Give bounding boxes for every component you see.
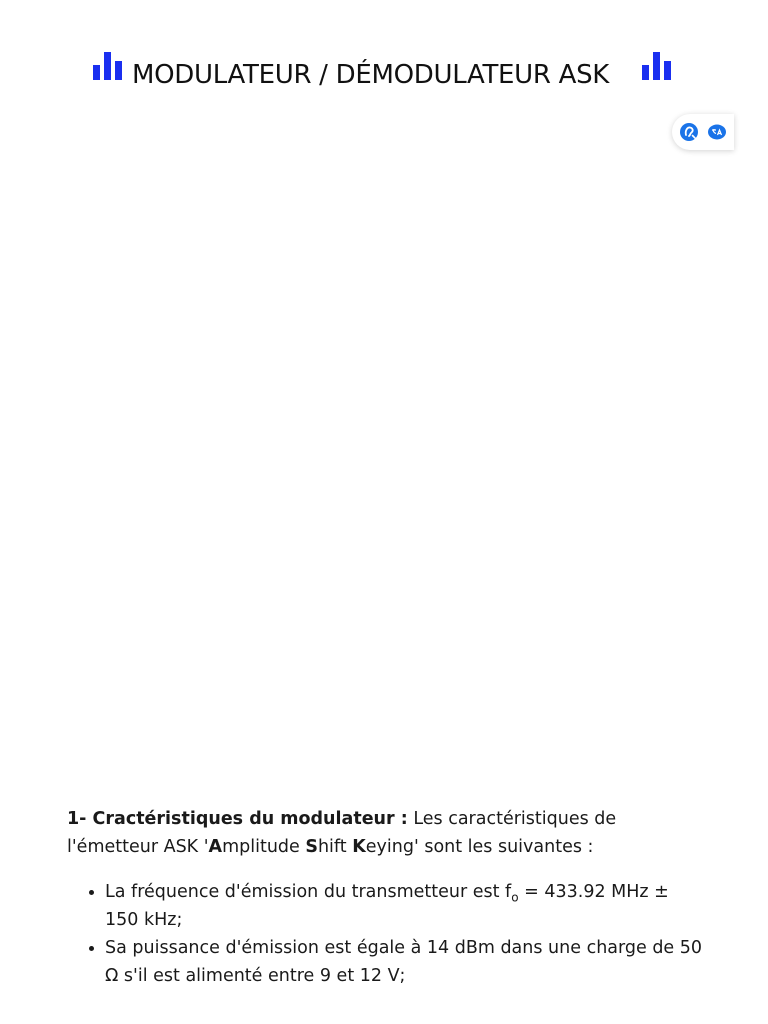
word-amplitude: mplitude	[222, 837, 306, 857]
section-intro	[67, 805, 707, 861]
floating-toolbar	[672, 114, 734, 150]
article-body	[67, 805, 707, 990]
listen-icon[interactable]	[679, 122, 699, 142]
list-item-frequency: • La fréquence d'émission du transmetteur est $f_o = 433.92$ MHz ± 150 kHz;	[105, 878, 707, 934]
section-heading: 1- Cractéristiques du modulateur :	[67, 809, 408, 829]
page-title: MODULATEUR / DÉMODULATEUR ASK	[132, 60, 610, 90]
word-keying: eying' sont les suivantes :	[365, 837, 594, 857]
letter-s: S	[305, 837, 318, 857]
list-item-power: • Sa puissance d'émission est égale à 14 dBm dans une charge de 50 Ω s'il est alimenté entre 9 et 12 V;	[105, 934, 707, 990]
characteristics-list	[67, 878, 707, 990]
bar-chart-icon	[642, 50, 676, 80]
word-shift: hift	[317, 837, 353, 857]
letter-k: K	[352, 837, 366, 857]
intro-text: Les caractéristiques de l'émetteur ASK '	[67, 809, 617, 857]
translate-icon[interactable]	[707, 122, 727, 142]
bar-chart-icon	[93, 50, 127, 80]
title-row	[0, 46, 768, 98]
letter-a: A	[208, 837, 223, 857]
